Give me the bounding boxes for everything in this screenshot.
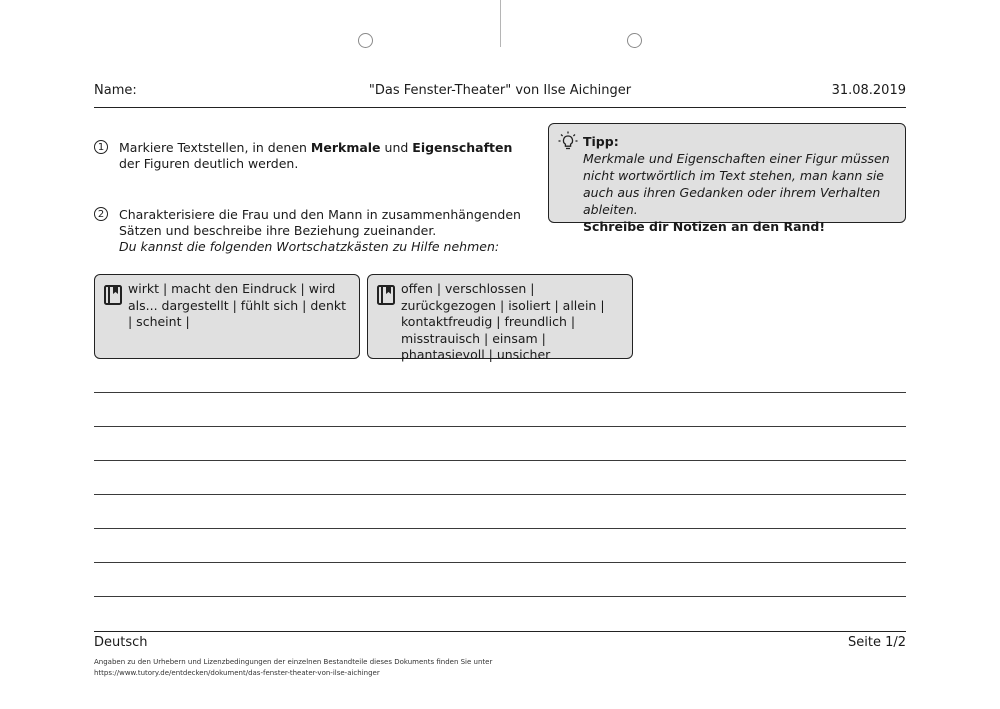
license-line-1: Angaben zu den Urhebern und Lizenzbedingungen der einzelnen Bestandteile dieses Dokuments finden Sie unter	[94, 658, 493, 666]
word-box-verbs-text: wirkt | macht den Eindruck | wird als... dargestellt | fühlt sich | denkt | scheint |	[128, 281, 347, 329]
lightbulb-icon	[558, 131, 578, 151]
footer-page-number: Seite 1/2	[847, 635, 906, 650]
book-icon	[104, 285, 122, 305]
task-2-hint: Du kannst die folgenden Wortschatzkästen zu Hilfe nehmen:	[119, 239, 500, 254]
tip-bold-note: Schreibe dir Notizen an den Rand!	[583, 219, 826, 234]
tip-title: Tipp:	[583, 134, 619, 149]
word-box-adjectives-text: offen | verschlossen | zurückgezogen | isoliert | allein | kontaktfreudig | freundlich | misstrauisch | einsam | phantasievoll | unsicher	[401, 281, 605, 362]
task-number-1: 1	[94, 140, 108, 154]
writing-line[interactable]	[94, 562, 906, 563]
word-box-verbs	[94, 274, 360, 359]
footer-subject: Deutsch	[94, 635, 148, 650]
writing-line[interactable]	[94, 596, 906, 597]
writing-line[interactable]	[94, 494, 906, 495]
footer-divider	[94, 631, 906, 632]
task-2-line-1: Charakterisiere die Frau und den Mann in zusammenhängenden	[119, 207, 521, 222]
tip-box	[548, 123, 906, 234]
punch-hole-left	[358, 33, 373, 48]
document-date: 31.08.2019	[831, 83, 906, 98]
writing-line[interactable]	[94, 426, 906, 427]
document-header	[94, 83, 906, 103]
task-2-line-2: Sätzen und beschreibe ihre Beziehung zueinander.	[119, 223, 437, 238]
book-icon	[377, 285, 395, 305]
document-title: "Das Fenster-Theater" von Ilse Aichinger	[368, 83, 632, 98]
writing-line[interactable]	[94, 392, 906, 393]
header-divider	[94, 107, 906, 108]
writing-line[interactable]	[94, 460, 906, 461]
license-note	[94, 657, 794, 679]
fold-mark	[500, 0, 501, 47]
name-label: Name:	[94, 83, 137, 98]
punch-hole-right	[627, 33, 642, 48]
license-url[interactable]: https://www.tutory.de/entdecken/dokument/das-fenster-theater-von-ilse-aichinger	[94, 669, 380, 677]
task-number-2: 2	[94, 207, 108, 221]
word-box-adjectives	[367, 274, 633, 362]
task-1-line-1: Markiere Textstellen, in denen Merkmale und Eigenschaften	[119, 140, 513, 155]
task-1-line-2: der Figuren deutlich werden.	[119, 156, 299, 171]
writing-line[interactable]	[94, 528, 906, 529]
tip-text: Merkmale und Eigenschaften einer Figur müssen nicht wortwörtlich im Text stehen, man kann sie auch aus ihren Gedanken oder ihrem Verhalten ableiten.	[583, 151, 890, 217]
